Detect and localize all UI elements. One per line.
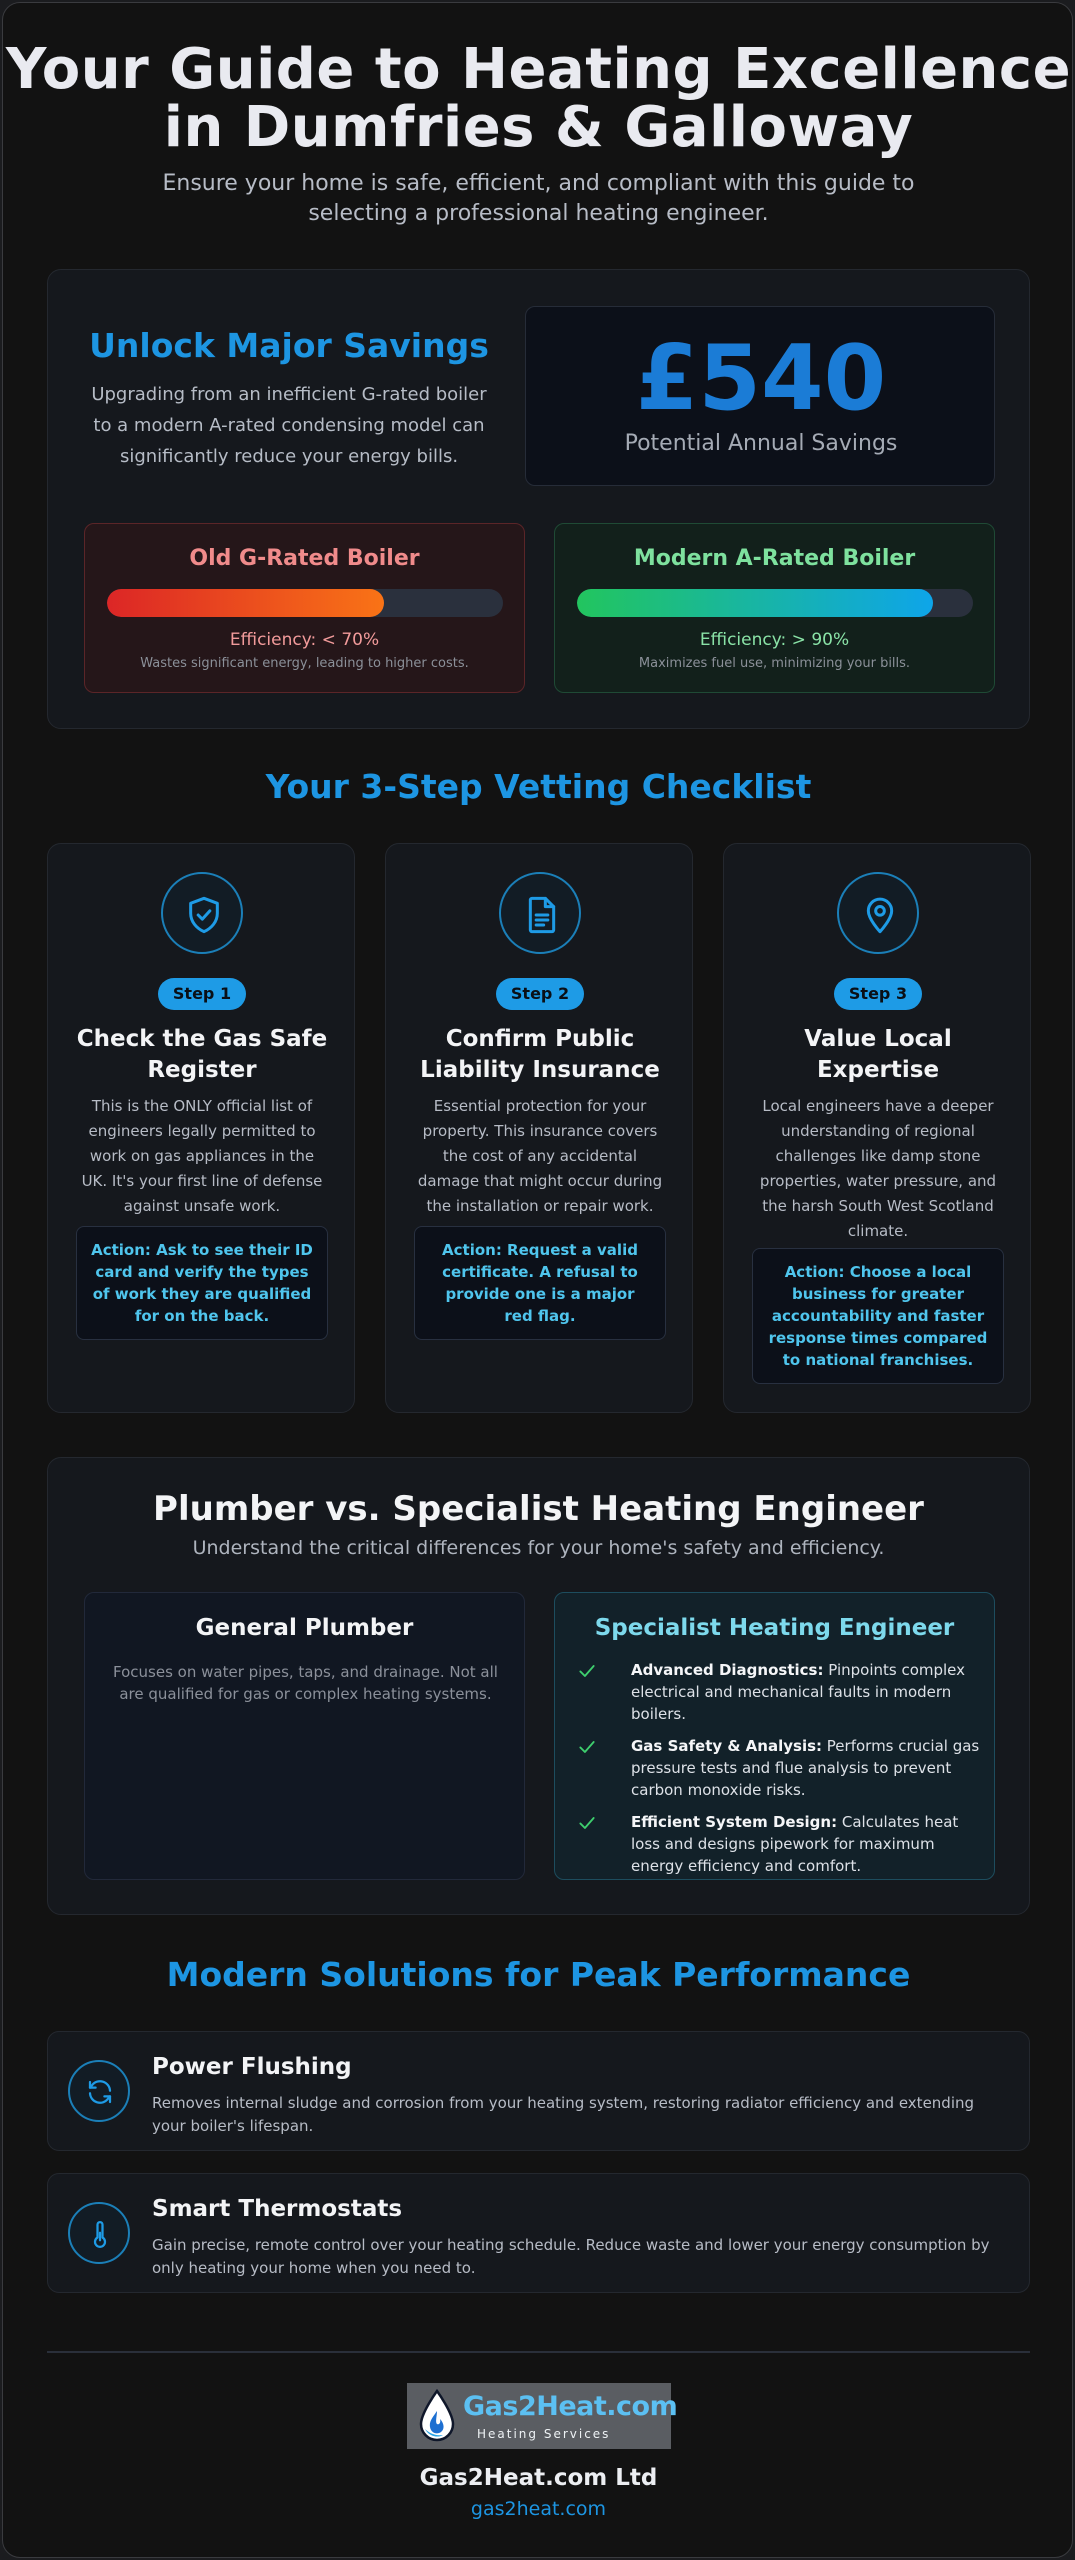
new-boiler-note: Maximizes fuel use, minimizing your bills.: [638, 656, 911, 671]
savings-amount-box: [525, 306, 995, 486]
solutions-title: Modern Solutions for Peak Performance: [166, 1955, 911, 1994]
solution-card-power-flushing: [47, 2031, 1030, 2151]
specialist-card: [554, 1592, 995, 1880]
old-boiler-title: Old G-Rated Boiler: [189, 546, 420, 571]
website-link[interactable]: gas2heat.com: [470, 2498, 607, 2520]
plumber-description: Focuses on water pipes, taps, and drainage. Not all are qualified for gas or complex heating systems.: [113, 1663, 498, 1703]
old-boiler-efficiency-bar: [107, 589, 503, 617]
specialist-feature-desc: Performs crucial gas pressure tests and flue analysis to prevent carbon monoxide risks.: [631, 1737, 980, 1799]
specialist-feature-label: Advanced Diagnostics:: [631, 1661, 824, 1679]
old-boiler-card: [84, 523, 525, 693]
check-icon: [577, 1737, 597, 1757]
comparison-subtitle: Understand the critical differences for your home's safety and efficiency.: [192, 1537, 885, 1559]
logo-text: Gas2Heat.com: [463, 2391, 678, 2422]
specialist-feature-desc: Calculates heat loss and designs pipework for maximum energy efficiency and comfort.: [631, 1813, 959, 1875]
title-line-1: Your Guide to Heating Excellence: [5, 37, 1072, 102]
solution-card-smart-thermostats: [47, 2173, 1030, 2293]
savings-description: Upgrading from an inefficient G-rated boiler to a modern A-rated condensing model can significantly reduce your energy bills.: [91, 384, 487, 467]
step-badge-3: Step 3: [834, 978, 922, 1010]
shield-check-icon: [161, 872, 243, 954]
step-action-2: Action: Request a valid certificate. A refusal to provide one is a major red flag.: [414, 1226, 666, 1340]
logo-tagline: Heating Services: [477, 2427, 611, 2441]
footer-divider: [47, 2351, 1030, 2353]
map-pin-icon: [837, 872, 919, 954]
checklist-title: Your 3-Step Vetting Checklist: [265, 767, 812, 806]
specialist-feature-text: [631, 1735, 981, 1801]
step-title-3: Value Local Expertise: [804, 1026, 952, 1083]
step-description-1: This is the ONLY official list of engineers legally permitted to work on gas appliances in the UK. It's your first line of defense against unsafe work.: [81, 1097, 323, 1215]
step-title-1: Check the Gas Safe Register: [76, 1026, 328, 1083]
check-icon: [577, 1661, 597, 1681]
solution-description-smart-thermostats: Gain precise, remote control over your heating schedule. Reduce waste and lower your energy consumption by only heating your home when you need to.: [152, 2236, 990, 2277]
new-boiler-efficiency-fill: [577, 589, 933, 617]
check-icon: [577, 1813, 597, 1833]
solution-title-smart-thermostats: Smart Thermostats: [152, 2196, 403, 2222]
title-line-2: in Dumfries & Galloway: [163, 95, 914, 160]
comparison-title: Plumber vs. Specialist Heating Engineer: [153, 1489, 924, 1529]
step-action-1: Action: Ask to see their ID card and verify the types of work they are qualified for on the back.: [76, 1226, 328, 1340]
new-boiler-title: Modern A-Rated Boiler: [633, 546, 916, 571]
infographic-page: [2, 2, 1073, 2558]
step-badge-2: Step 2: [496, 978, 584, 1010]
flame-drop-icon: [417, 2389, 457, 2443]
step-card-2: [385, 843, 693, 1413]
refresh-icon: [68, 2060, 130, 2122]
savings-amount-label: Potential Annual Savings: [624, 431, 898, 456]
specialist-feature-text: [631, 1811, 981, 1877]
new-boiler-efficiency-bar: [577, 589, 973, 617]
company-name: Gas2Heat.com Ltd: [419, 2465, 658, 2491]
step-description-2: Essential protection for your property. This insurance covers the cost of any accidental damage that might occur during the installation or repair work.: [417, 1097, 663, 1215]
old-boiler-efficiency-fill: [107, 589, 384, 617]
page-title: [3, 37, 1073, 160]
step-description-3: Local engineers have a deeper understanding of regional challenges like damp stone properties, water pressure, and the harsh South West Scotland climate.: [759, 1097, 997, 1240]
specialist-feature-text: [631, 1659, 981, 1725]
plumber-card: [84, 1592, 525, 1880]
savings-title: Unlock Major Savings: [89, 326, 489, 365]
step-title-2: Confirm Public Liability Insurance: [420, 1026, 660, 1083]
plumber-title: General Plumber: [195, 1615, 414, 1641]
old-boiler-note: Wastes significant energy, leading to higher costs.: [140, 656, 469, 671]
solution-title-power-flushing: Power Flushing: [152, 2054, 352, 2080]
new-boiler-card: [554, 523, 995, 693]
thermometer-icon: [68, 2202, 130, 2264]
step-badge-1: Step 1: [158, 978, 246, 1010]
solution-description-power-flushing: Removes internal sludge and corrosion from your heating system, restoring radiator efficiency and extending your boiler's lifespan.: [152, 2094, 975, 2135]
specialist-feature-label: Efficient System Design:: [631, 1813, 838, 1831]
step-card-1: [47, 843, 355, 1413]
savings-amount: £540: [635, 326, 887, 431]
step-action-3: Action: Choose a local business for greater accountability and faster response times compared to national franchises.: [752, 1248, 1004, 1384]
company-logo[interactable]: [407, 2383, 678, 2449]
new-boiler-efficiency: Efficiency: > 90%: [699, 630, 850, 650]
specialist-feature-desc: Pinpoints complex electrical and mechanical faults in modern boilers.: [631, 1661, 966, 1723]
step-card-3: [723, 843, 1031, 1413]
specialist-feature-label: Gas Safety & Analysis:: [631, 1737, 823, 1755]
page-subtitle: Ensure your home is safe, efficient, and compliant with this guide to selecting a professional heating engineer.: [162, 171, 915, 226]
specialist-title: Specialist Heating Engineer: [594, 1615, 955, 1641]
document-icon: [499, 872, 581, 954]
old-boiler-efficiency: Efficiency: < 70%: [229, 630, 380, 650]
